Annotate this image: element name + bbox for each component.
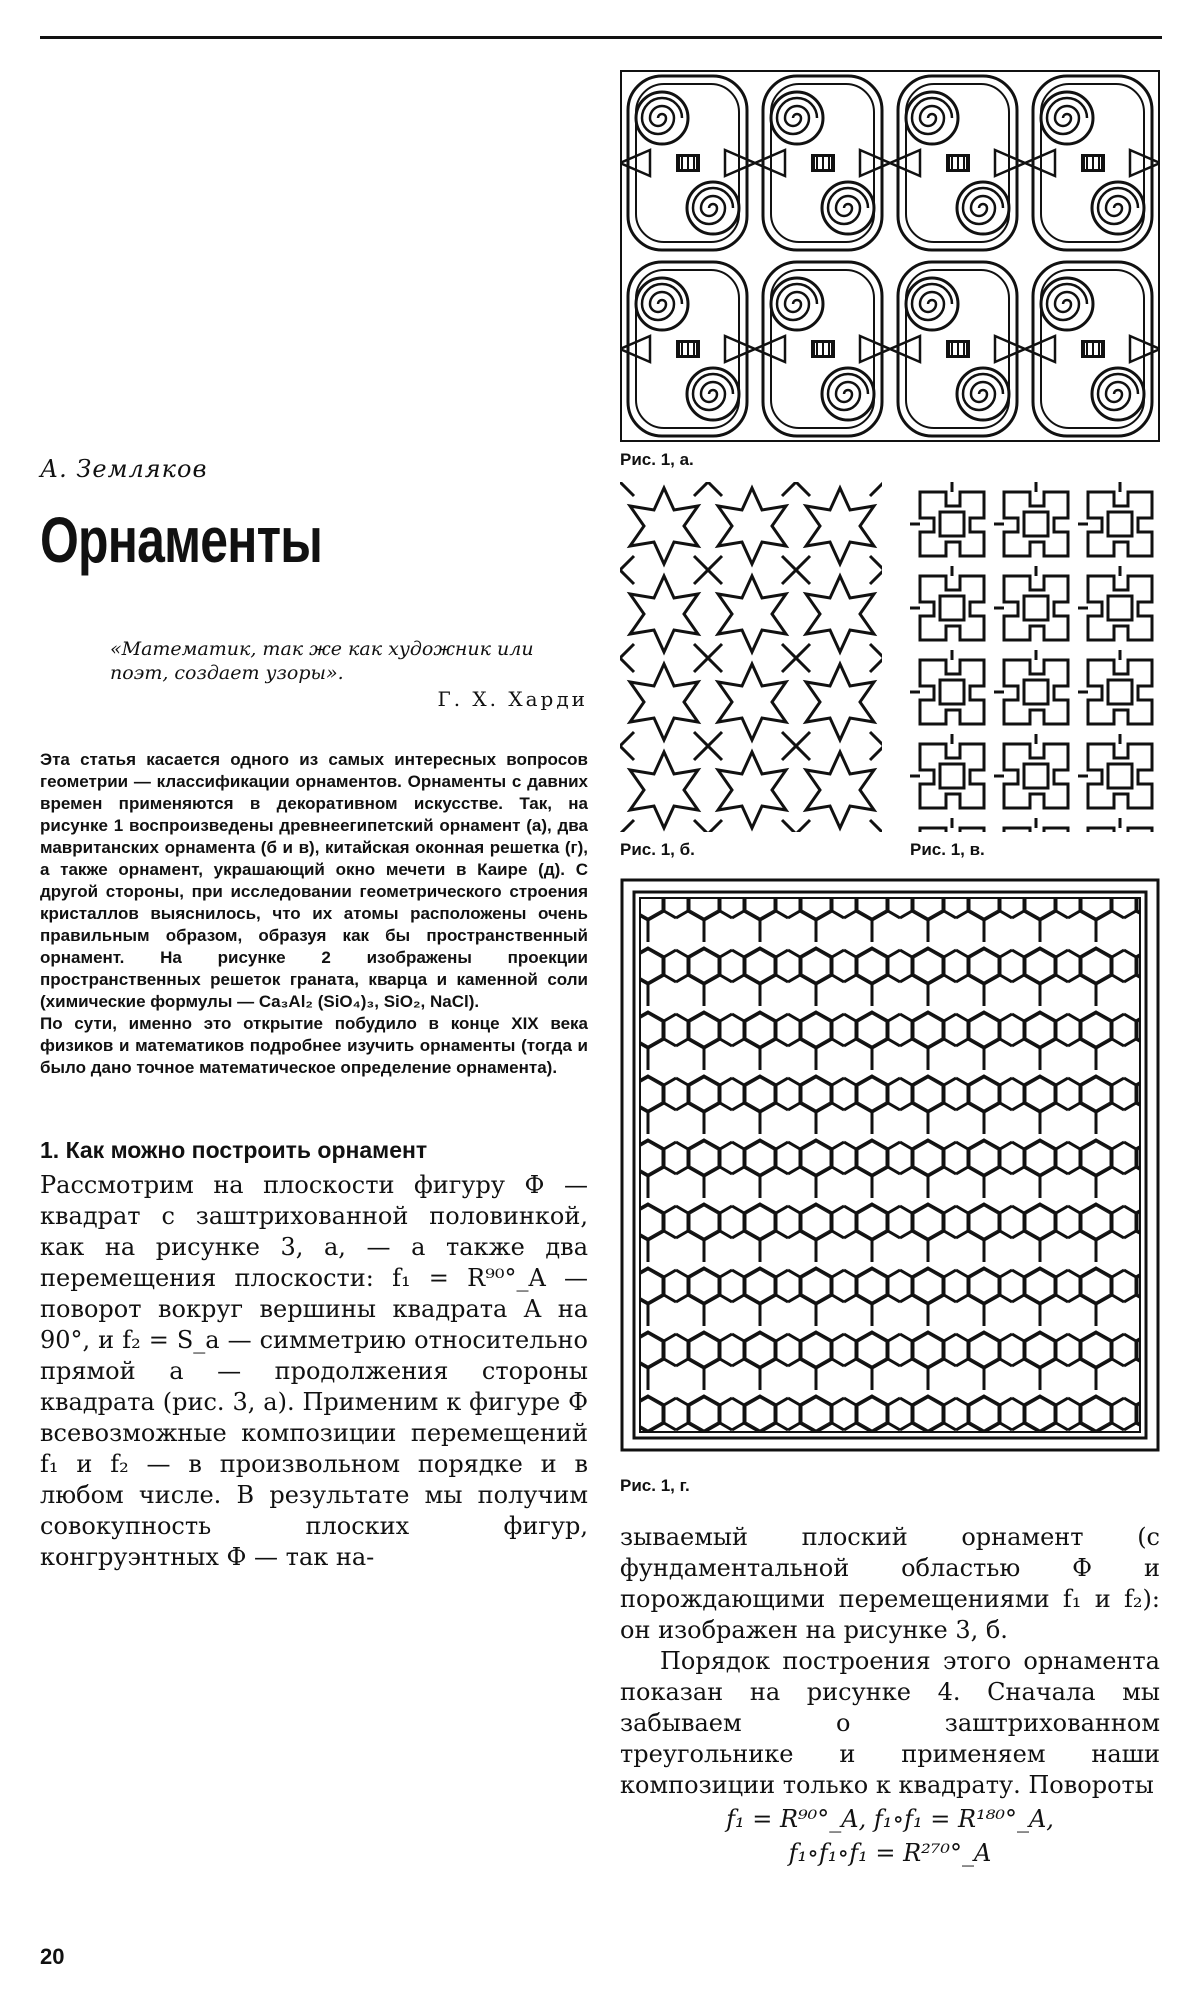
abstract xyxy=(40,749,588,1079)
right-paragraph: зываемый плоский орнамент (с фундаментальной областью Ф и порождающими перемещениями f₁ и f₂): он изображен на рисунке 3, б. xyxy=(620,1523,1160,1644)
moorish-ornament-c-image xyxy=(910,482,1160,832)
epigraph-quote: «Математик, так же как художник или поэт, создает узоры». xyxy=(110,638,534,684)
figure-1b xyxy=(620,482,882,860)
right-paragraph: Порядок построения этого орнамента показан на рисунке 4. Сначала мы забываем о заштрихованном треугольнике и применяем наши композиции только к квадрату. Повороты xyxy=(620,1647,1160,1799)
formula-line: f₁ = R⁹⁰°_A, f₁∘f₁ = R¹⁸⁰°_A, xyxy=(726,1805,1054,1833)
figure-1a xyxy=(620,70,1160,470)
figure-1c-caption: Рис. 1, в. xyxy=(910,840,985,859)
figure-1d xyxy=(620,878,1160,1496)
figure-1a-caption: Рис. 1, а. xyxy=(620,450,694,469)
epigraph-author: Г. Х. Харди xyxy=(437,687,588,711)
section-body-text: Рассмотрим на плоскости фигуру Ф — квадрат с заштрихованной половинкой, как на рисунке 3, а, — а также два перемещения плоскости: f₁ = R⁹⁰°_A — поворот вокруг вершины квадрата A на 90°, и f₂ = S_a — симметрию относительно прямой a — продолжения стороны квадрата (рис. 3, а). Применим к фигуре Ф всевозможные композиции перемещений f₁ и f₂ — в произвольном порядке и в любом числе. В результате мы получим совокупность плоских фигур, конгруэнтных Ф — так на- xyxy=(40,1171,588,1571)
figure-row-bc xyxy=(620,482,1160,860)
abstract-paragraph: Эта статья касается одного из самых интересных вопросов геометрии — классификации орнаментов. Орнаменты с давних времен применяются в декоративном искусстве. Так, на рисунке 1 воспроизведены древнеегипетский орнамент (а), два мавританских орнамента (б и в), китайская оконная решетка (г), а также орнамент, украшающий окно мечети в Каире (д). С другой стороны, при исследовании геометрического строения кристаллов выяснилось, что их атомы расположены очень правильным образом, образуя как бы пространственный орнамент. На рисунке 2 изображены проекции пространственных решеток граната, кварца и каменной соли (химические формулы — Ca₃Al₂ (SiO₄)₃, SiO₂, NaCl). xyxy=(40,750,588,1011)
top-rule xyxy=(40,36,1162,39)
right-column xyxy=(620,70,1160,1869)
formula-line: f₁∘f₁∘f₁ = R²⁷⁰°_A xyxy=(788,1839,992,1867)
figure-1d-caption: Рис. 1, г. xyxy=(620,1476,690,1495)
moorish-ornament-b-image xyxy=(620,482,882,832)
right-column-text xyxy=(620,1522,1160,1869)
figure-1b-caption: Рис. 1, б. xyxy=(620,840,695,859)
figure-1c xyxy=(910,482,1160,860)
epigraph xyxy=(110,637,588,711)
article-title: Орнаменты xyxy=(40,504,323,576)
egyptian-ornament-image xyxy=(620,70,1160,442)
article-author: А. Земляков xyxy=(40,455,208,483)
abstract-paragraph: По сути, именно это открытие побудило в конце XIX века физиков и математиков подробнее изучить орнаменты (тогда и было дано точное математическое определение орнамента). xyxy=(40,1014,588,1077)
page-number: 20 xyxy=(40,1944,65,1969)
left-column xyxy=(40,455,588,1573)
section-heading: 1. Как можно построить орнамент xyxy=(40,1137,428,1163)
chinese-window-lattice-image xyxy=(620,878,1160,1468)
